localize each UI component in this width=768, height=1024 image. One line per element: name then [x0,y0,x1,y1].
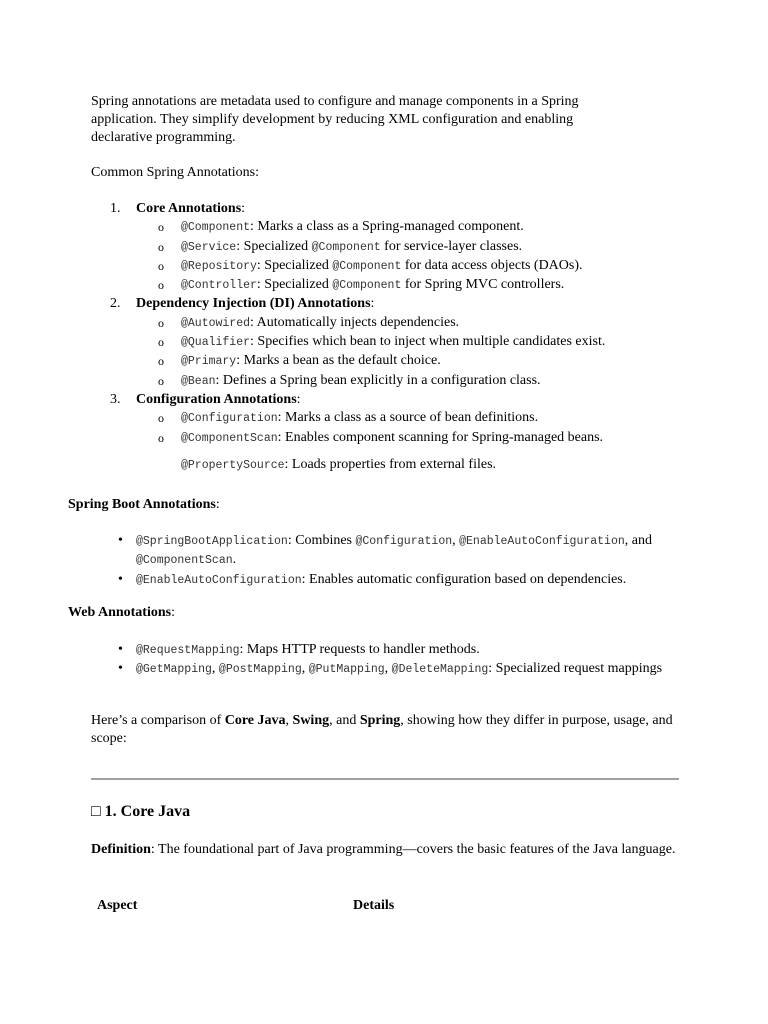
spring-boot-heading: Spring Boot Annotations: [68,497,220,512]
horizontal-rule [91,778,679,780]
list-item: o @Configuration: Marks a class as a source of bean definitions. [158,410,539,426]
list-item: o @Component: Marks a class as a Spring-managed component. [158,219,524,235]
group-title: Core Annotations [136,201,242,216]
list-number: 1. [110,201,121,216]
comparison-intro: Here’s a comparison of Core Java, Swing, and Spring, showing how they differ in purpose, usage, and scope: [91,713,673,746]
group-di-items [158,314,710,391]
group-title: Dependency Injection (DI) Annotations [136,296,371,312]
list-item: • @SpringBootApplication: Combines @Configuration, @EnableAutoConfiguration, and @ComponentScan. [118,533,652,568]
list-item: • @RequestMapping: Maps HTTP requests to handler methods. [118,642,480,657]
box-icon: □ [91,803,101,820]
group-configuration-items [158,409,710,448]
intro-paragraph: Spring annotations are metadata used to configure and manage components in a Spring application. They simplify development by reducing XML configuration and enabling declarative programming. [91,94,579,145]
group-core-items [158,218,710,295]
property-source-line: @PropertySource: Loads properties from external files. [181,457,497,472]
table-header-aspect: Aspect [97,898,138,913]
spring-boot-list [118,532,698,590]
list-number: 3. [110,391,121,407]
list-item: o @Primary: Marks a bean as the default choice. [158,353,441,369]
list-item: o @Controller: Specialized @Component for Spring MVC controllers. [158,277,565,293]
group-core: 1. Core Annotations: [110,200,710,218]
list-item: • @GetMapping, @PostMapping, @PutMapping, @DeleteMapping: Specialized request mappings [118,661,663,677]
section-heading-core-java: □ 1. Core Java [91,803,191,820]
web-annotations-heading: Web Annotations: [68,605,175,620]
list-item: o @ComponentScan: Enables component scanning for Spring-managed beans. [158,429,604,445]
definition-paragraph: Definition: The foundational part of Java programming—covers the basic features of the Java language. [91,842,676,857]
list-item: o @Autowired: Automatically injects dependencies. [158,314,460,330]
group-title: Configuration Annotations [136,391,297,407]
list-item: • @EnableAutoConfiguration: Enables automatic configuration based on dependencies. [118,571,627,587]
group-configuration: 3. Configuration Annotations: [110,391,710,409]
list-number: 2. [110,296,121,312]
list-item: o @Repository: Specialized @Component for data access objects (DAOs). [158,257,583,273]
list-item: o @Qualifier: Specifies which bean to inject when multiple candidates exist. [158,334,606,350]
list-item: o @Bean: Defines a Spring bean explicitly in a configuration class. [158,372,541,388]
table-header-details: Details [353,898,395,913]
web-annotations-list [118,641,698,680]
annotation-groups-list [110,200,710,448]
list-item: o @Service: Specialized @Component for service-layer classes. [158,238,523,254]
group-di: 2. Dependency Injection (DI) Annotations: [110,295,710,313]
common-annotations-heading: Common Spring Annotations: [91,165,260,180]
